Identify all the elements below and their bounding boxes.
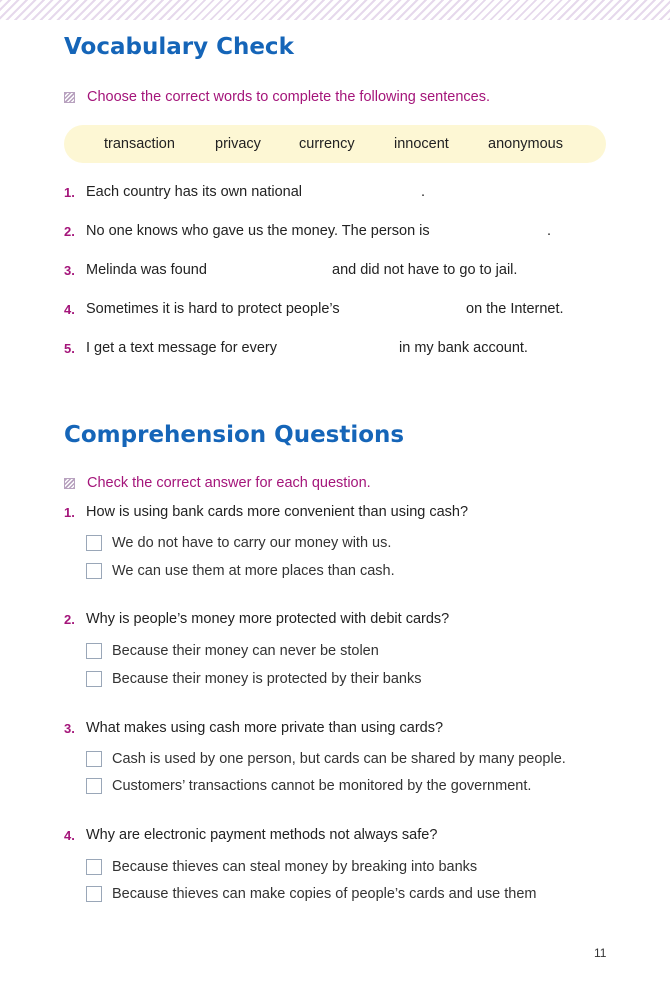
answer-checkbox[interactable] bbox=[86, 778, 102, 794]
answer-checkbox[interactable] bbox=[86, 563, 102, 579]
sentence-number: 5. bbox=[64, 341, 75, 356]
answer-option[interactable] bbox=[86, 670, 422, 688]
answer-checkbox[interactable] bbox=[86, 859, 102, 875]
vocabulary-instruction bbox=[64, 87, 490, 107]
top-decorative-stripe bbox=[0, 0, 670, 20]
question-number: 2. bbox=[64, 612, 75, 627]
sentence-number: 2. bbox=[64, 224, 75, 239]
sentence-text-after-blank: . bbox=[421, 184, 426, 200]
comprehension-instruction-text: Check the correct answer for each question. bbox=[87, 475, 371, 491]
question-number: 3. bbox=[64, 721, 75, 736]
answer-option-text: Because thieves can steal money by breaking into banks bbox=[112, 859, 478, 875]
question-text: What makes using cash more private than using cards? bbox=[86, 720, 444, 736]
sentence-text: Melinda was found bbox=[86, 262, 207, 278]
sentence-text-after-blank: on the Internet. bbox=[466, 301, 564, 317]
vocabulary-section-title: Vocabulary Check bbox=[64, 34, 294, 60]
answer-checkbox[interactable] bbox=[86, 535, 102, 551]
comprehension-section-title: Comprehension Questions bbox=[64, 422, 405, 448]
word-bank-item: currency bbox=[299, 136, 355, 152]
sentence-number: 4. bbox=[64, 302, 75, 317]
sentence-text-after-blank: and did not have to go to jail. bbox=[332, 262, 518, 278]
answer-option-text: We can use them at more places than cash. bbox=[112, 563, 395, 579]
answer-option[interactable] bbox=[86, 642, 379, 660]
question-number: 1. bbox=[64, 505, 75, 520]
answer-option-text: Customers’ transactions cannot be monitored by the government. bbox=[112, 778, 532, 794]
question-text: Why are electronic payment methods not always safe? bbox=[86, 827, 438, 843]
answer-checkbox[interactable] bbox=[86, 643, 102, 659]
sentence-number: 3. bbox=[64, 263, 75, 278]
answer-option-text: Because their money is protected by their banks bbox=[112, 671, 422, 687]
answer-option[interactable] bbox=[86, 534, 391, 552]
word-bank-item: innocent bbox=[394, 136, 449, 152]
answer-option[interactable] bbox=[86, 562, 395, 580]
word-bank-item: privacy bbox=[215, 136, 261, 152]
answer-option-text: We do not have to carry our money with us. bbox=[112, 535, 392, 551]
answer-checkbox[interactable] bbox=[86, 886, 102, 902]
answer-option[interactable] bbox=[86, 885, 537, 903]
comprehension-instruction bbox=[64, 473, 371, 493]
answer-option[interactable] bbox=[86, 777, 531, 795]
sentence-text: Each country has its own national bbox=[86, 184, 303, 200]
word-bank bbox=[64, 125, 606, 163]
answer-option-text: Because their money can never be stolen bbox=[112, 643, 379, 659]
sentence-text-after-blank: in my bank account. bbox=[399, 340, 528, 356]
hatched-square-icon bbox=[64, 92, 75, 103]
sentence-number: 1. bbox=[64, 185, 75, 200]
question-text: Why is people’s money more protected with debit cards? bbox=[86, 611, 450, 627]
sentence-text: I get a text message for every bbox=[86, 340, 278, 356]
page-number: 11 bbox=[594, 946, 607, 960]
answer-option-text: Because thieves can make copies of people’s cards and use them bbox=[112, 886, 537, 902]
vocabulary-instruction-text: Choose the correct words to complete the following sentences. bbox=[87, 89, 490, 105]
answer-option[interactable] bbox=[86, 750, 566, 768]
sentence-text: Sometimes it is hard to protect people’s bbox=[86, 301, 340, 317]
answer-checkbox[interactable] bbox=[86, 751, 102, 767]
answer-option-text: Cash is used by one person, but cards can be shared by many people. bbox=[112, 751, 566, 767]
sentence-text: No one knows who gave us the money. The person is bbox=[86, 223, 430, 239]
word-bank-item: anonymous bbox=[488, 136, 563, 152]
sentence-text-after-blank: . bbox=[547, 223, 552, 239]
question-number: 4. bbox=[64, 828, 75, 843]
word-bank-item: transaction bbox=[104, 136, 175, 152]
hatched-square-icon bbox=[64, 478, 75, 489]
answer-checkbox[interactable] bbox=[86, 671, 102, 687]
answer-option[interactable] bbox=[86, 858, 477, 876]
question-text: How is using bank cards more convenient than using cash? bbox=[86, 504, 469, 520]
